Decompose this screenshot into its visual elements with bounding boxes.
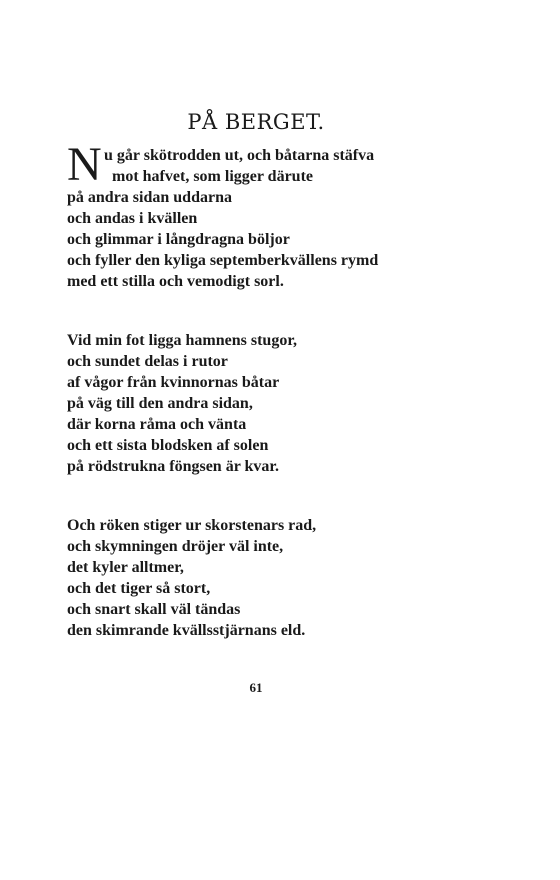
poem-line: och fyller den kyliga septemberkvällens rymd bbox=[67, 252, 379, 269]
poem-line: mot hafvet, som ligger därute bbox=[112, 168, 313, 185]
poem-line: och det tiger så stort, bbox=[67, 580, 211, 597]
page-number: 61 bbox=[249, 680, 263, 695]
poem-line: på andra sidan uddarna bbox=[67, 189, 232, 206]
poem-line: och andas i kvällen bbox=[67, 210, 198, 227]
stanza-2 bbox=[67, 330, 497, 477]
poem-line: och sundet delas i rutor bbox=[67, 353, 228, 370]
stanza-3 bbox=[67, 515, 497, 641]
poem-line: Och röken stiger ur skorstenars rad, bbox=[67, 517, 317, 534]
poem-line: den skimrande kvällsstjärnans eld. bbox=[67, 622, 306, 639]
poem-line: och ett sista blodsken af solen bbox=[67, 437, 269, 454]
stanza-1 bbox=[67, 138, 497, 292]
poem-line: Vid min fot ligga hamnens stugor, bbox=[67, 332, 297, 349]
poem-line: u går skötrodden ut, och båtarna stäfva bbox=[104, 147, 375, 164]
drop-cap: N bbox=[67, 138, 102, 191]
poem-line: af vågor från kvinnornas båtar bbox=[67, 374, 280, 391]
poem-line: det kyler alltmer, bbox=[67, 559, 184, 576]
poem-line: där korna råma och vänta bbox=[67, 416, 247, 433]
poem-title: PÅ BERGET. bbox=[187, 110, 325, 134]
poem-line: och glimmar i långdragna böljor bbox=[67, 231, 290, 248]
poem-line: på väg till den andra sidan, bbox=[67, 395, 253, 412]
poem-line: på rödstrukna föngsen är kvar. bbox=[67, 458, 280, 475]
poem-line: med ett stilla och vemodigt sorl. bbox=[67, 273, 284, 290]
opening-lines bbox=[67, 138, 497, 191]
poem-line: och skymningen dröjer väl inte, bbox=[67, 538, 284, 555]
poem-line: och snart skall väl tändas bbox=[67, 601, 241, 618]
